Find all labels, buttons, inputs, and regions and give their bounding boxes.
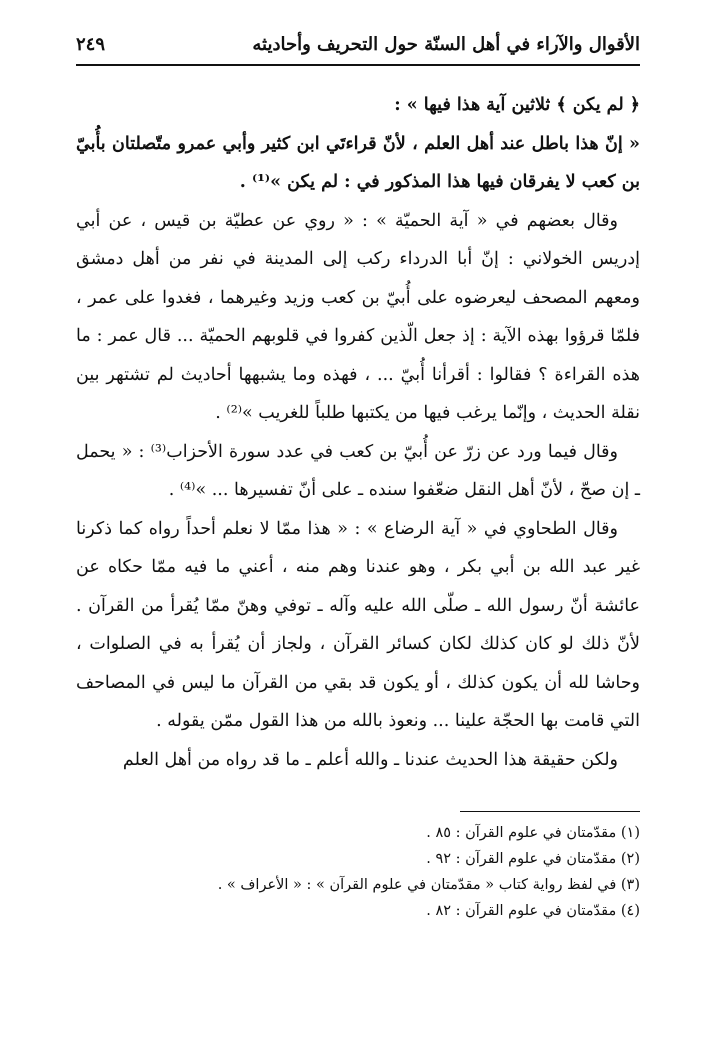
page-number: ٢٤٩ <box>76 34 106 55</box>
footnote-3: (٣) في لفظ رواية كتاب « مقدّمتان في علوم القرآن » : « الأعراف » . <box>217 877 640 893</box>
paragraph-ayat-al-rada: وقال الطحاوي في « آية الرضاع » : « هذا ممّا لا نعلم أحداً رواه كما ذكرنا غير عبد الله بن أبي بكر ، وهو عندنا وهم منه ، أعني ما فيه ممّا حكاه عن عائشة أنّ رسول الله ـ صلّى الله عليه وآله ـ توفي وهنّ ممّا يُقرأ من القرآن . لأنّ ذلك لو كان كذلك لكان كسائر القرآن ، ولجاز أن يُقرأ به في الصلوات ، وحاشا لله أن يكون كذلك ، أو يكون قد بقي من القرآن ما ليس في المصاحف التي قامت بها الحجّة علينا ... ونعوذ بالله من هذا القول ممّن يقوله . <box>76 518 640 731</box>
running-title: الأقوال والآراء في أهل السنّة حول التحريف وأحاديثه <box>252 34 640 55</box>
page-header <box>76 30 640 66</box>
paragraph-quote-qiraat: « إنّ هذا باطل عند أهل العلم ، لأنّ قراءتَي ابن كثير وأبي عمرو متّصلتان بأُبيّ بن كعب لا يفرقان فيها هذا المذكور في : لم يكن »⁽¹⁾ . <box>76 133 640 192</box>
paragraph-ayat-al-hamiyya: وقال بعضهم في « آية الحميّة » : « روي عن عطيّة بن قيس ، عن أبي إدريس الخولاني : إنّ أبا الدرداء ركب إلى المدينة في نفر من أهل دمشق ومعهم المصحف ليعرضوه على أُبيّ بن كعب وزيد وغيرهما ، فغدوا على عمر ، فلمّا قرؤوا بهذه الآية : إذ جعل الّذين كفروا في قلوبهم الحميّة ... قال عمر : ما هذه القراءة ؟ فقالوا : أقرأنا أُبيّ ... ، فهذه وما يشبهها أحاديث لم تشتهر بين نقلة الحديث ، وإنّما يرغب فيها من يكتبها طلباً للغريب »⁽²⁾ . <box>76 210 640 423</box>
footnote-1: (١) مقدّمتان في علوم القرآن : ٨٥ . <box>426 825 640 841</box>
paragraph-surat-al-ahzab: وقال فيما ورد عن زرّ عن أُبيّ بن كعب في عدد سورة الأحزاب⁽³⁾ : « يحمل ـ إن صحّ ، لأنّ أهل النقل ضعّفوا سنده ـ على أنّ تفسيرها ... »⁽⁴⁾ . <box>76 441 640 500</box>
footnote-divider <box>460 811 640 812</box>
paragraph-verse-count: ﴿ لم يكن ﴾ ثلاثين آية هذا فيها » : <box>394 95 640 115</box>
footnote-4: (٤) مقدّمتان في علوم القرآن : ٨٢ . <box>426 903 640 919</box>
main-text <box>76 86 640 779</box>
paragraph-haqiqat-al-hadith: ولكن حقيقة هذا الحديث عندنا ـ والله أعلم ـ ما قد رواه من أهل العلم <box>122 749 618 770</box>
footnotes <box>76 820 640 924</box>
footnote-2: (٢) مقدّمتان في علوم القرآن : ٩٢ . <box>426 851 640 867</box>
